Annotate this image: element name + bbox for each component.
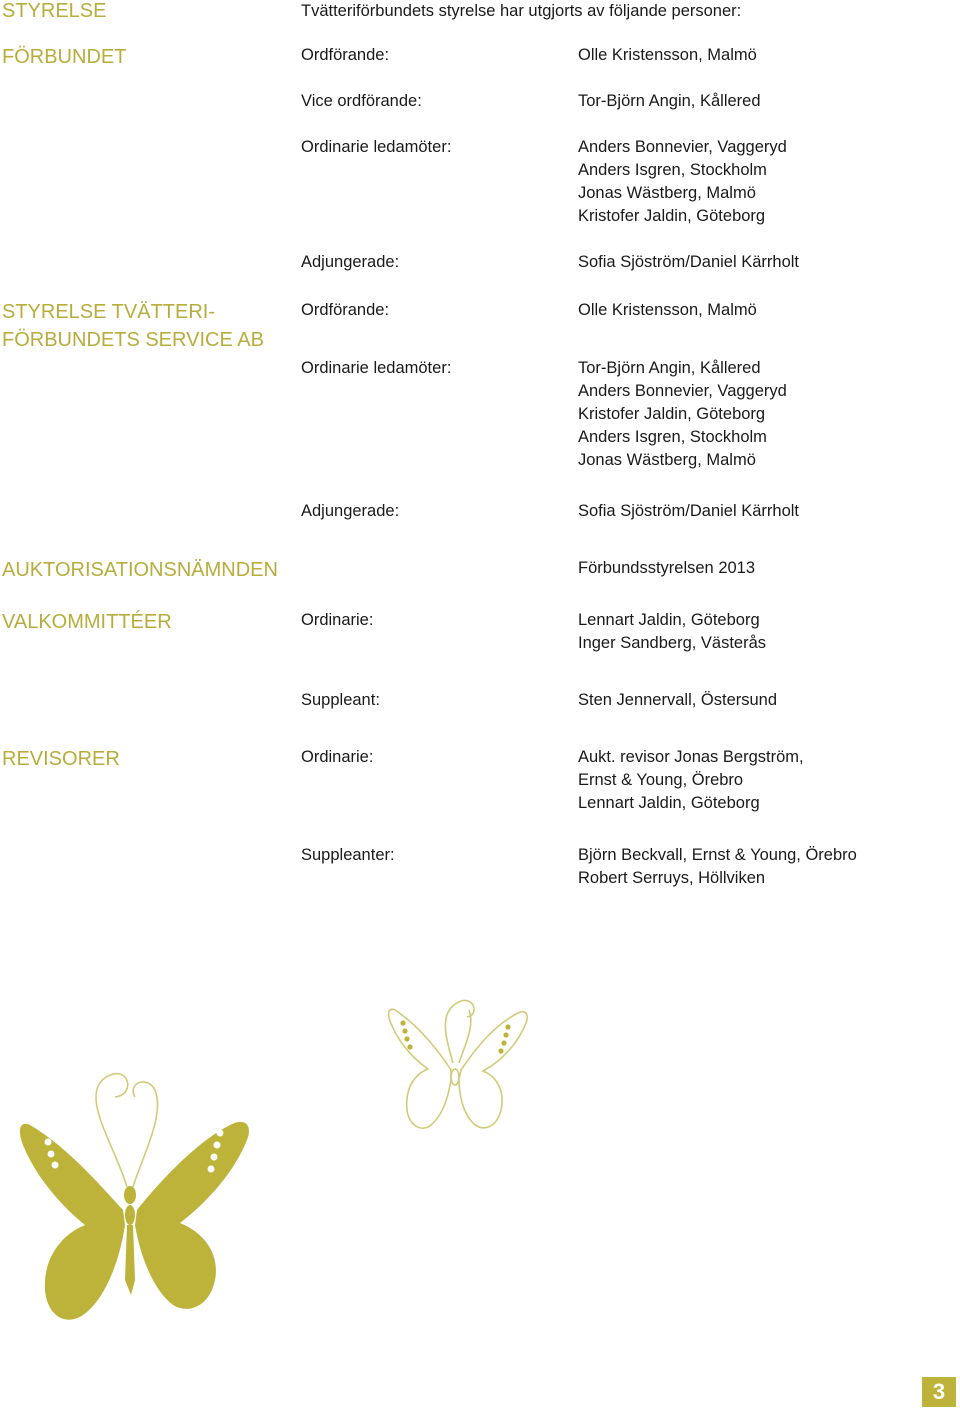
page-number: 3 bbox=[922, 1377, 956, 1407]
value-ledamot: Jonas Wästberg, Malmö bbox=[578, 184, 756, 202]
label-suppleanter: Suppleanter: bbox=[301, 846, 395, 864]
section-title-service-ab-line2: FÖRBUNDETS SERVICE AB bbox=[2, 329, 264, 351]
section-title-revisorer: REVISORER bbox=[2, 748, 120, 770]
value-ledamot: Tor-Björn Angin, Kållered bbox=[578, 359, 761, 377]
value-ledamot: Anders Isgren, Stockholm bbox=[578, 161, 767, 179]
value-adjungerade: Sofia Sjöström/Daniel Kärrholt bbox=[578, 502, 800, 520]
value-ledamot: Kristofer Jaldin, Göteborg bbox=[578, 207, 766, 225]
intro-text: Tvätteriförbundets styrelse har utgjorts av följande personer: bbox=[301, 2, 742, 20]
value-vice-ordforande: Tor-Björn Angin, Kållered bbox=[578, 92, 761, 110]
label-ordinarie: Ordinarie: bbox=[301, 611, 374, 629]
value-ordinarie: Lennart Jaldin, Göteborg bbox=[578, 611, 760, 629]
value-ledamot: Jonas Wästberg, Malmö bbox=[578, 451, 756, 469]
value-suppleant-revisor: Björn Beckvall, Ernst & Young, Örebro bbox=[578, 846, 857, 864]
value-ledamot: Anders Bonnevier, Vaggeryd bbox=[578, 382, 787, 400]
label-ordinarie-ledamoter: Ordinarie ledamöter: bbox=[301, 138, 452, 156]
butterfly-outline-icon bbox=[383, 995, 533, 1165]
value-revisor: Ernst & Young, Örebro bbox=[578, 771, 744, 789]
section-title-valkommitteer: VALKOMMITTÉER bbox=[2, 611, 172, 633]
label-adjungerade: Adjungerade: bbox=[301, 253, 400, 271]
label-vice-ordforande: Vice ordförande: bbox=[301, 92, 422, 110]
value-suppleant: Sten Jennervall, Östersund bbox=[578, 691, 778, 709]
label-ordforande: Ordförande: bbox=[301, 301, 390, 319]
value-revisor: Lennart Jaldin, Göteborg bbox=[578, 794, 760, 812]
value-auktorisation: Förbundsstyrelsen 2013 bbox=[578, 559, 756, 577]
value-revisor: Aukt. revisor Jonas Bergström, bbox=[578, 748, 804, 766]
value-suppleant-revisor: Robert Serruys, Höllviken bbox=[578, 869, 766, 887]
section-title-styrelse: STYRELSE bbox=[2, 0, 107, 22]
value-ordinarie: Inger Sandberg, Västerås bbox=[578, 634, 767, 652]
label-suppleant: Suppleant: bbox=[301, 691, 380, 709]
value-ledamot: Kristofer Jaldin, Göteborg bbox=[578, 405, 766, 423]
label-ordinarie: Ordinarie: bbox=[301, 748, 374, 766]
value-ordforande: Olle Kristensson, Malmö bbox=[578, 301, 757, 319]
value-ledamot: Anders Isgren, Stockholm bbox=[578, 428, 767, 446]
value-ledamot: Anders Bonnevier, Vaggeryd bbox=[578, 138, 787, 156]
label-ordforande: Ordförande: bbox=[301, 46, 390, 64]
section-title-service-ab: STYRELSE TVÄTTERI- bbox=[2, 301, 216, 323]
section-title-auktorisation: AUKTORISATIONSNÄMNDEN bbox=[2, 559, 278, 581]
label-adjungerade: Adjungerade: bbox=[301, 502, 400, 520]
butterfly-filled-icon bbox=[15, 1065, 265, 1345]
label-ordinarie-ledamoter: Ordinarie ledamöter: bbox=[301, 359, 452, 377]
section-title-forbundet: FÖRBUNDET bbox=[2, 46, 127, 68]
value-ordforande: Olle Kristensson, Malmö bbox=[578, 46, 757, 64]
value-adjungerade: Sofia Sjöström/Daniel Kärrholt bbox=[578, 253, 800, 271]
